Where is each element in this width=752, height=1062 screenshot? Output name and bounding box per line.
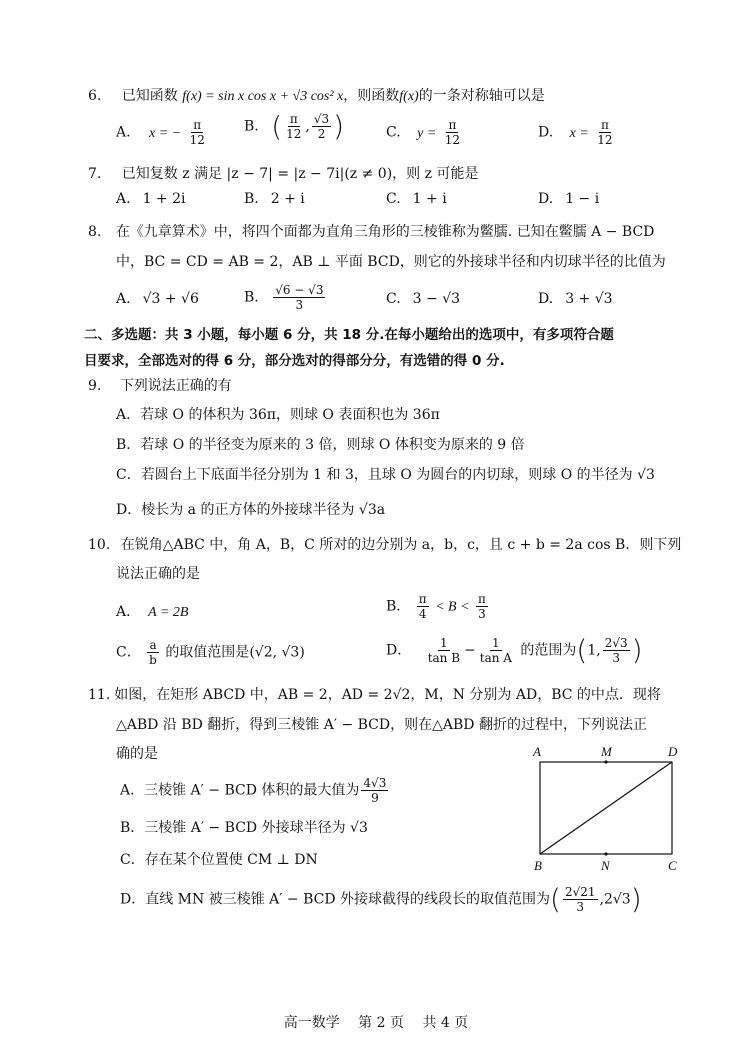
q9-option-d: D．棱长为 a 的正方体的外接球半径为 √3a [116,502,386,518]
q6-option-c-pre: y = [417,125,437,141]
q8-c-label: C. [386,291,401,307]
q11-d-fraction [563,885,598,914]
q6-c-num: π [448,118,457,132]
q11-d-num: 2√21 [564,885,596,899]
q8-option-a [116,291,199,307]
q10-a-label: A． [116,604,141,620]
q7-text: 已知复数 z 满足 |z − 7| = |z − 7i|(z ≠ 0)，则 z 可能是 [121,166,479,182]
q8-b-num: √6 − √3 [275,283,324,297]
q6-d-den: 12 [597,133,613,147]
q10-c-den: b [149,653,157,667]
q7-option-d [538,191,599,207]
q10-d-label: D． [386,642,412,659]
q8-c-val: 3 − √3 [412,291,461,307]
q11-stem-line2: △ABD 沿 BD 翻折，得到三棱锥 A′ − BCD，则在△ABD 翻折的过程中，下列说法正 [116,717,647,733]
diagonal-bd [540,762,672,854]
q11-rectangle-figure [528,740,688,876]
q6-option-a-pre: x = − [149,125,182,141]
q7-b-label: B. [244,191,259,207]
q11-option-a [120,776,390,805]
q7-number: 7. [88,166,102,182]
q11-number: 11. [88,687,111,703]
q9-option-c: C．若圆台上下底面半径分别为 1 和 3，且球 O 为圆台的内切球，则球 O 的半径为 √3 [116,467,655,483]
point-n [604,852,607,855]
q10-option-b [386,592,490,621]
q8-a-label: A. [116,291,131,307]
q11-a-num: 4√3 [363,776,387,790]
q10-option-d: D． $\frac{1}{\text{tan B}}$ − $\frac{1}{\text{tan A}}$ 的范围为(1, $\frac{2√3}{3}$ ) [386,633,643,667]
q6-b-den2: 2 [317,127,326,141]
section2-heading-line2: 目要求，全部选对的得 6 分，部分选对的得部分分，有选错的得 0 分. [84,353,505,369]
q11-option-c: C．存在某个位置使 CM ⊥ DN [120,852,318,868]
q10-c-fraction [147,638,159,667]
q6-b-num2: √3 [313,112,330,126]
q7-c-label: C. [386,191,401,207]
label-c: C [668,858,677,873]
q10-b-den2: 3 [478,607,486,621]
label-m: M [601,744,612,759]
q11-a-fraction [361,776,388,805]
q10-d-rnum: 2√3 [604,636,628,650]
q8-d-label: D. [538,291,554,307]
q11-option-b: B．三棱锥 A′ − BCD 外接球半径为 √3 [120,820,368,836]
q6-option-b-label: B. [244,118,259,135]
q6-text-a: 已知函数 [121,88,178,104]
q6-b-frac2 [312,112,331,141]
q10-d-num1: 1 [440,636,448,650]
q6-option-d-fraction [595,118,614,147]
q8-stem-line2: 中，BC = CD = AB = 2，AB ⊥ 平面 BCD，则它的外接球半径和内切球半径的比值为 [116,254,666,270]
q10-b-den1: 4 [418,607,427,621]
q10-c-text: 的取值范围是 [165,644,250,661]
q10-b-num1: π [418,592,427,606]
page-footer: 高一数学 第 2 页 共 4 页 [283,1015,469,1031]
q6-a-num: π [193,118,202,132]
q7-stem [88,164,478,184]
q6-option-a [116,118,209,147]
q6-option-a-fraction [188,118,207,147]
q8-option-c [386,291,460,307]
q6-a-den: 12 [189,133,205,147]
q6-option-a-label: A. [116,124,131,141]
q8-b-label: B. [244,289,259,306]
q7-d-val: 1 − i [565,191,600,207]
q10-d-frac2 [478,636,514,665]
q8-stem-line1 [88,222,654,242]
q10-c-range: (√2, √3) [249,644,305,661]
q10-d-rden: 3 [612,651,620,665]
q11-stem-line3: 确的是 [116,746,158,762]
section2-heading-line1: 二、多选题：共 3 小题，每小题 6 分，共 18 分.在每小题给出的选项中，有多项符合题 [84,327,614,343]
q11-d-text: D．直线 MN 被三棱锥 A′ − BCD 外接球截得的线段长的取值范围为 [120,891,551,908]
q6-text-b: ，则函数 [343,88,400,104]
q6-option-b: B. ( $\frac{\pi}{12}$ , $\frac{√3}{2}$ ) [244,109,345,143]
q6-option-d-label: D. [538,124,554,141]
q8-b-fraction [273,283,325,312]
q11-option-d: D．直线 MN 被三棱锥 A′ − BCD 外接球截得的线段长的取值范围为( $\frac{2√21}{3}$ ,2√3) [120,882,642,916]
q10-b-label: B． [386,598,411,615]
q7-option-a [116,191,186,207]
q9-option-a: A．若球 O 的体积为 36π，则球 O 表面积也为 36π [116,407,440,423]
q10-c-num: a [149,638,157,652]
q8-option-d [538,291,613,307]
q7-option-c [386,191,447,207]
q10-c-label: C． [116,644,141,661]
q7-a-val: 1 + 2i [142,191,186,207]
label-a: A [533,744,541,759]
q6-b-num1: π [289,112,298,126]
q6-b-den1: 12 [286,127,302,141]
q10-d-num2: 1 [492,636,500,650]
label-n: N [601,858,610,873]
q10-line1: 在锐角△ABC 中，角 A，B，C 所对的边分别为 a，b，c，且 c + b = 2a cos B．则下列 [120,537,682,553]
q7-d-label: D. [538,191,554,207]
q6-fx: f(x) [399,89,419,104]
q7-c-val: 1 + i [412,191,447,207]
q9-option-b: B．若球 O 的半径变为原来的 3 倍，则球 O 体积变为原来的 9 倍 [116,437,525,453]
label-d: D [668,744,678,759]
q10-d-den1: tan B [427,651,461,665]
q10-b-frac1 [417,592,429,621]
q6-option-c-label: C. [386,124,401,141]
q9-number: 9. [88,378,102,394]
q8-number: 8. [88,224,102,240]
q11-line1: 如图，在矩形 ABCD 中，AB = 2，AD = 2√2，M，N 分别为 AD，BC 的中点．现将 [114,687,661,703]
q11-d-right: 2√3 [603,891,631,908]
q10-number: 10. [88,537,111,553]
q6-option-c [386,118,464,147]
q10-stem-line1 [88,535,681,555]
q10-stem-line2: 说法正确的是 [116,566,200,582]
q6-option-d [538,118,617,147]
q10-d-range-frac [603,636,630,665]
q9-stem [88,376,232,396]
q6-d-num: π [600,118,609,132]
q10-d-den2: tan A [479,651,512,665]
label-b: B [534,858,542,873]
q7-b-val: 2 + i [270,191,305,207]
q10-d-text: 的范围为 [520,642,577,659]
q11-a-den: 9 [371,791,379,805]
q10-option-c [116,638,305,667]
q8-d-val: 3 + √3 [565,291,613,307]
q10-option-a [116,601,188,621]
q6-option-d-pre: x = [569,125,589,141]
q7-option-b [244,191,305,207]
q10-d-range-left: 1, [587,642,601,659]
q10-b-frac2 [476,592,488,621]
q11-d-den: 3 [576,900,585,914]
q9-text: 下列说法正确的有 [119,378,232,394]
q8-a-val: √3 + √6 [142,291,199,307]
q10-b-mid: < B < [435,599,470,615]
q6-stem [88,86,545,107]
q8-b-den: 3 [295,298,304,312]
q7-a-label: A. [116,191,131,207]
q6-text-c: 的一条对称轴可以是 [418,88,545,104]
q10-a-val: A = 2B [148,605,189,620]
q8-line1: 在《九章算术》中，将四个面都为直角三角形的三棱锥称为鳖臑. 已知在鳖臑 A − BCD [115,224,655,240]
q8-option-b [244,283,327,312]
q10-b-num2: π [478,592,486,606]
q11-a-text: A．三棱锥 A′ − BCD 体积的最大值为 [120,782,360,799]
q6-option-c-fraction [443,118,462,147]
q10-d-frac1 [426,636,462,665]
q6-expression: f(x) = sin x cos x + √3 cos² x [182,89,344,104]
q6-c-den: 12 [444,133,461,147]
q6-b-frac1 [284,112,303,141]
point-m [604,760,607,763]
q6-number: 6. [88,88,102,104]
q11-stem-line1 [88,685,661,705]
